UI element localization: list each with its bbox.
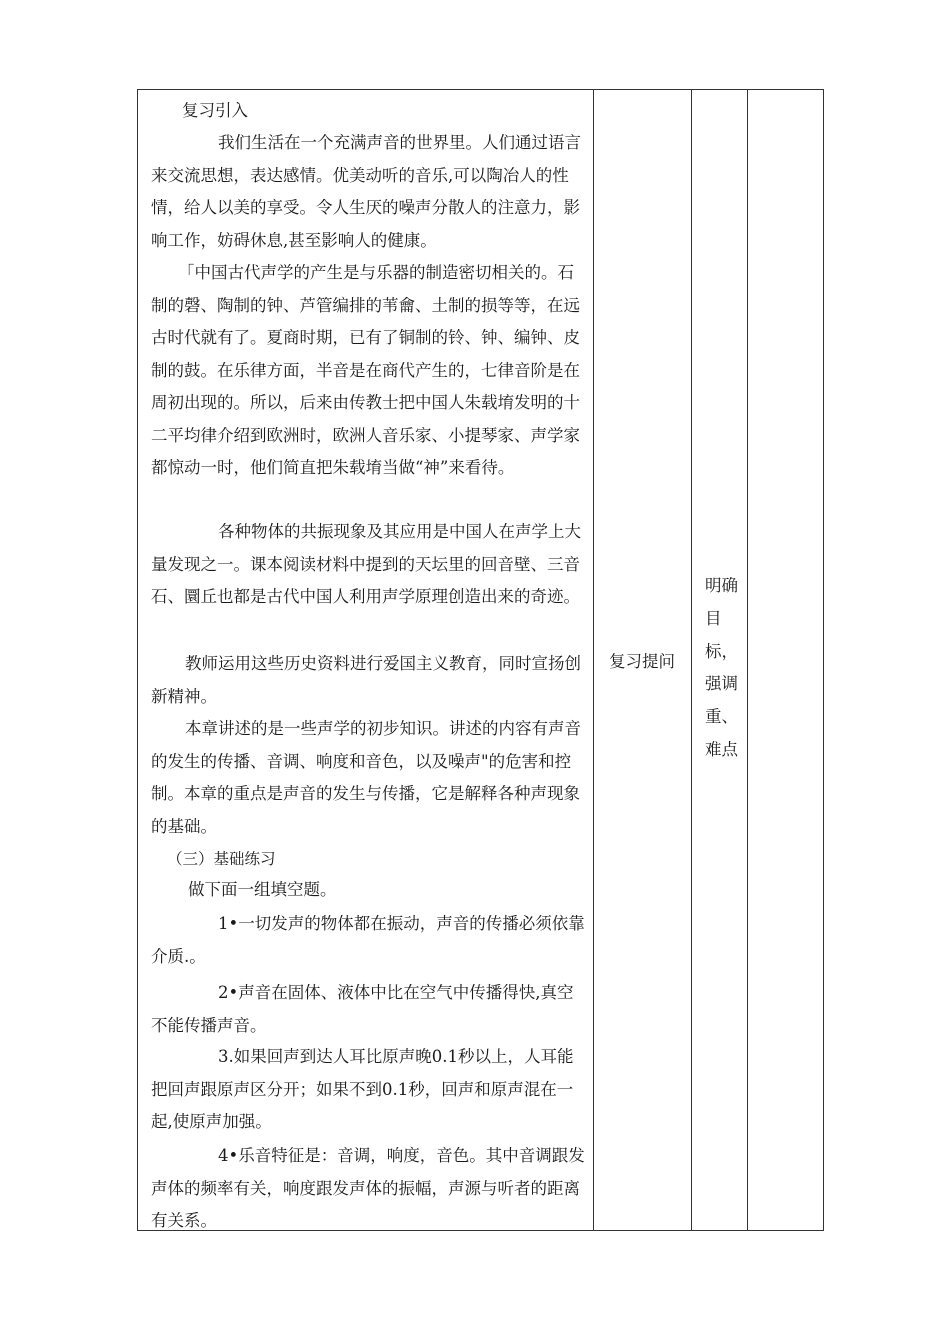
exercise-intro: 做下面一组填空题。 — [188, 880, 337, 899]
student-activity-cell — [593, 90, 691, 1230]
intent-line: 难点 — [705, 739, 738, 759]
paragraph-chapter: 本章讲述的是一些声学的初步知识。讲述的内容有声音的发生的传播、音调、响度和音色，以及噪声"的危害和控制。本章的重点是声音的发生与传播，它是解释各种声现象的基础。 — [151, 719, 581, 836]
teaching-content-cell — [138, 90, 593, 1230]
intent-line: 明确 — [705, 576, 738, 595]
paragraph-intro: 我们生活在一个充满声音的世界里。人们通过语言来交流思想，表达感情。优美动听的音乐,可以陶冶人的性情，给人以美的享受。令人生厌的噪声分散人的注意力，影响工作，妨碍休息,甚至影响人的健康。 — [151, 133, 581, 250]
intent-text — [705, 570, 739, 767]
paragraph-resonance: 各种物体的共振现象及其应用是中国人在声学上大量发现之一。课本阅读材料中提到的天坛里的回音壁、三音石、圜丘也都是古代中国人利用声学原理创造出来的奇迹。 — [151, 522, 581, 606]
paragraph-history: 「中国古代声学的产生是与乐器的制造密切相关的。石制的磬、陶制的钟、芦管编排的苇龠、土制的损等等，在远古时代就有了。夏商时期，已有了铜制的铃、钟、编钟、皮制的鼓。在乐律方面，半音是在商代产生的，七律音阶是在周初出现的。所以，后来由传教士把中国人朱载堉发明的十二平均律介绍到欧洲时，欧洲人音乐家、小提琴家、声学家都惊动一时，他们简直把朱载堉当做“神”来看待。 — [151, 263, 580, 477]
intent-line: 重、 — [705, 707, 738, 727]
section-heading: 复习引入 — [182, 101, 248, 120]
section-subheading: （三）基础练习 — [167, 850, 276, 868]
intent-line: 标， — [705, 641, 738, 661]
exercise-item: 1•一切发声的物体都在振动，声音的传播必须依靠介质.。 — [151, 914, 585, 966]
paragraph-teacher: 教师运用这些历史资料进行爱国主义教育，同时宣扬创新精神。 — [151, 654, 581, 706]
lesson-table — [137, 89, 824, 1231]
intent-line: 强调 — [705, 674, 738, 694]
exercise-item: 2•声音在固体、液体中比在空气中传播得快,真空不能传播声音。 — [151, 983, 574, 1035]
notes-cell — [747, 90, 825, 1230]
exercise-item: 4•乐音特征是：音调，响度，音色。其中音调跟发声体的频率有关，响度跟发声体的振幅，声源与听者的距离有关系。 — [151, 1146, 585, 1230]
design-intent-cell — [691, 90, 747, 1230]
activity-text: 复习提问 — [609, 652, 675, 671]
intent-line: 目 — [705, 608, 722, 628]
exercise-item: 3.如果回声到达人耳比原声晚0.1秒以上，人耳能把回声跟原声区分开；如果不到0.1秒，回声和原声混在一起,使原声加强。 — [151, 1047, 574, 1131]
